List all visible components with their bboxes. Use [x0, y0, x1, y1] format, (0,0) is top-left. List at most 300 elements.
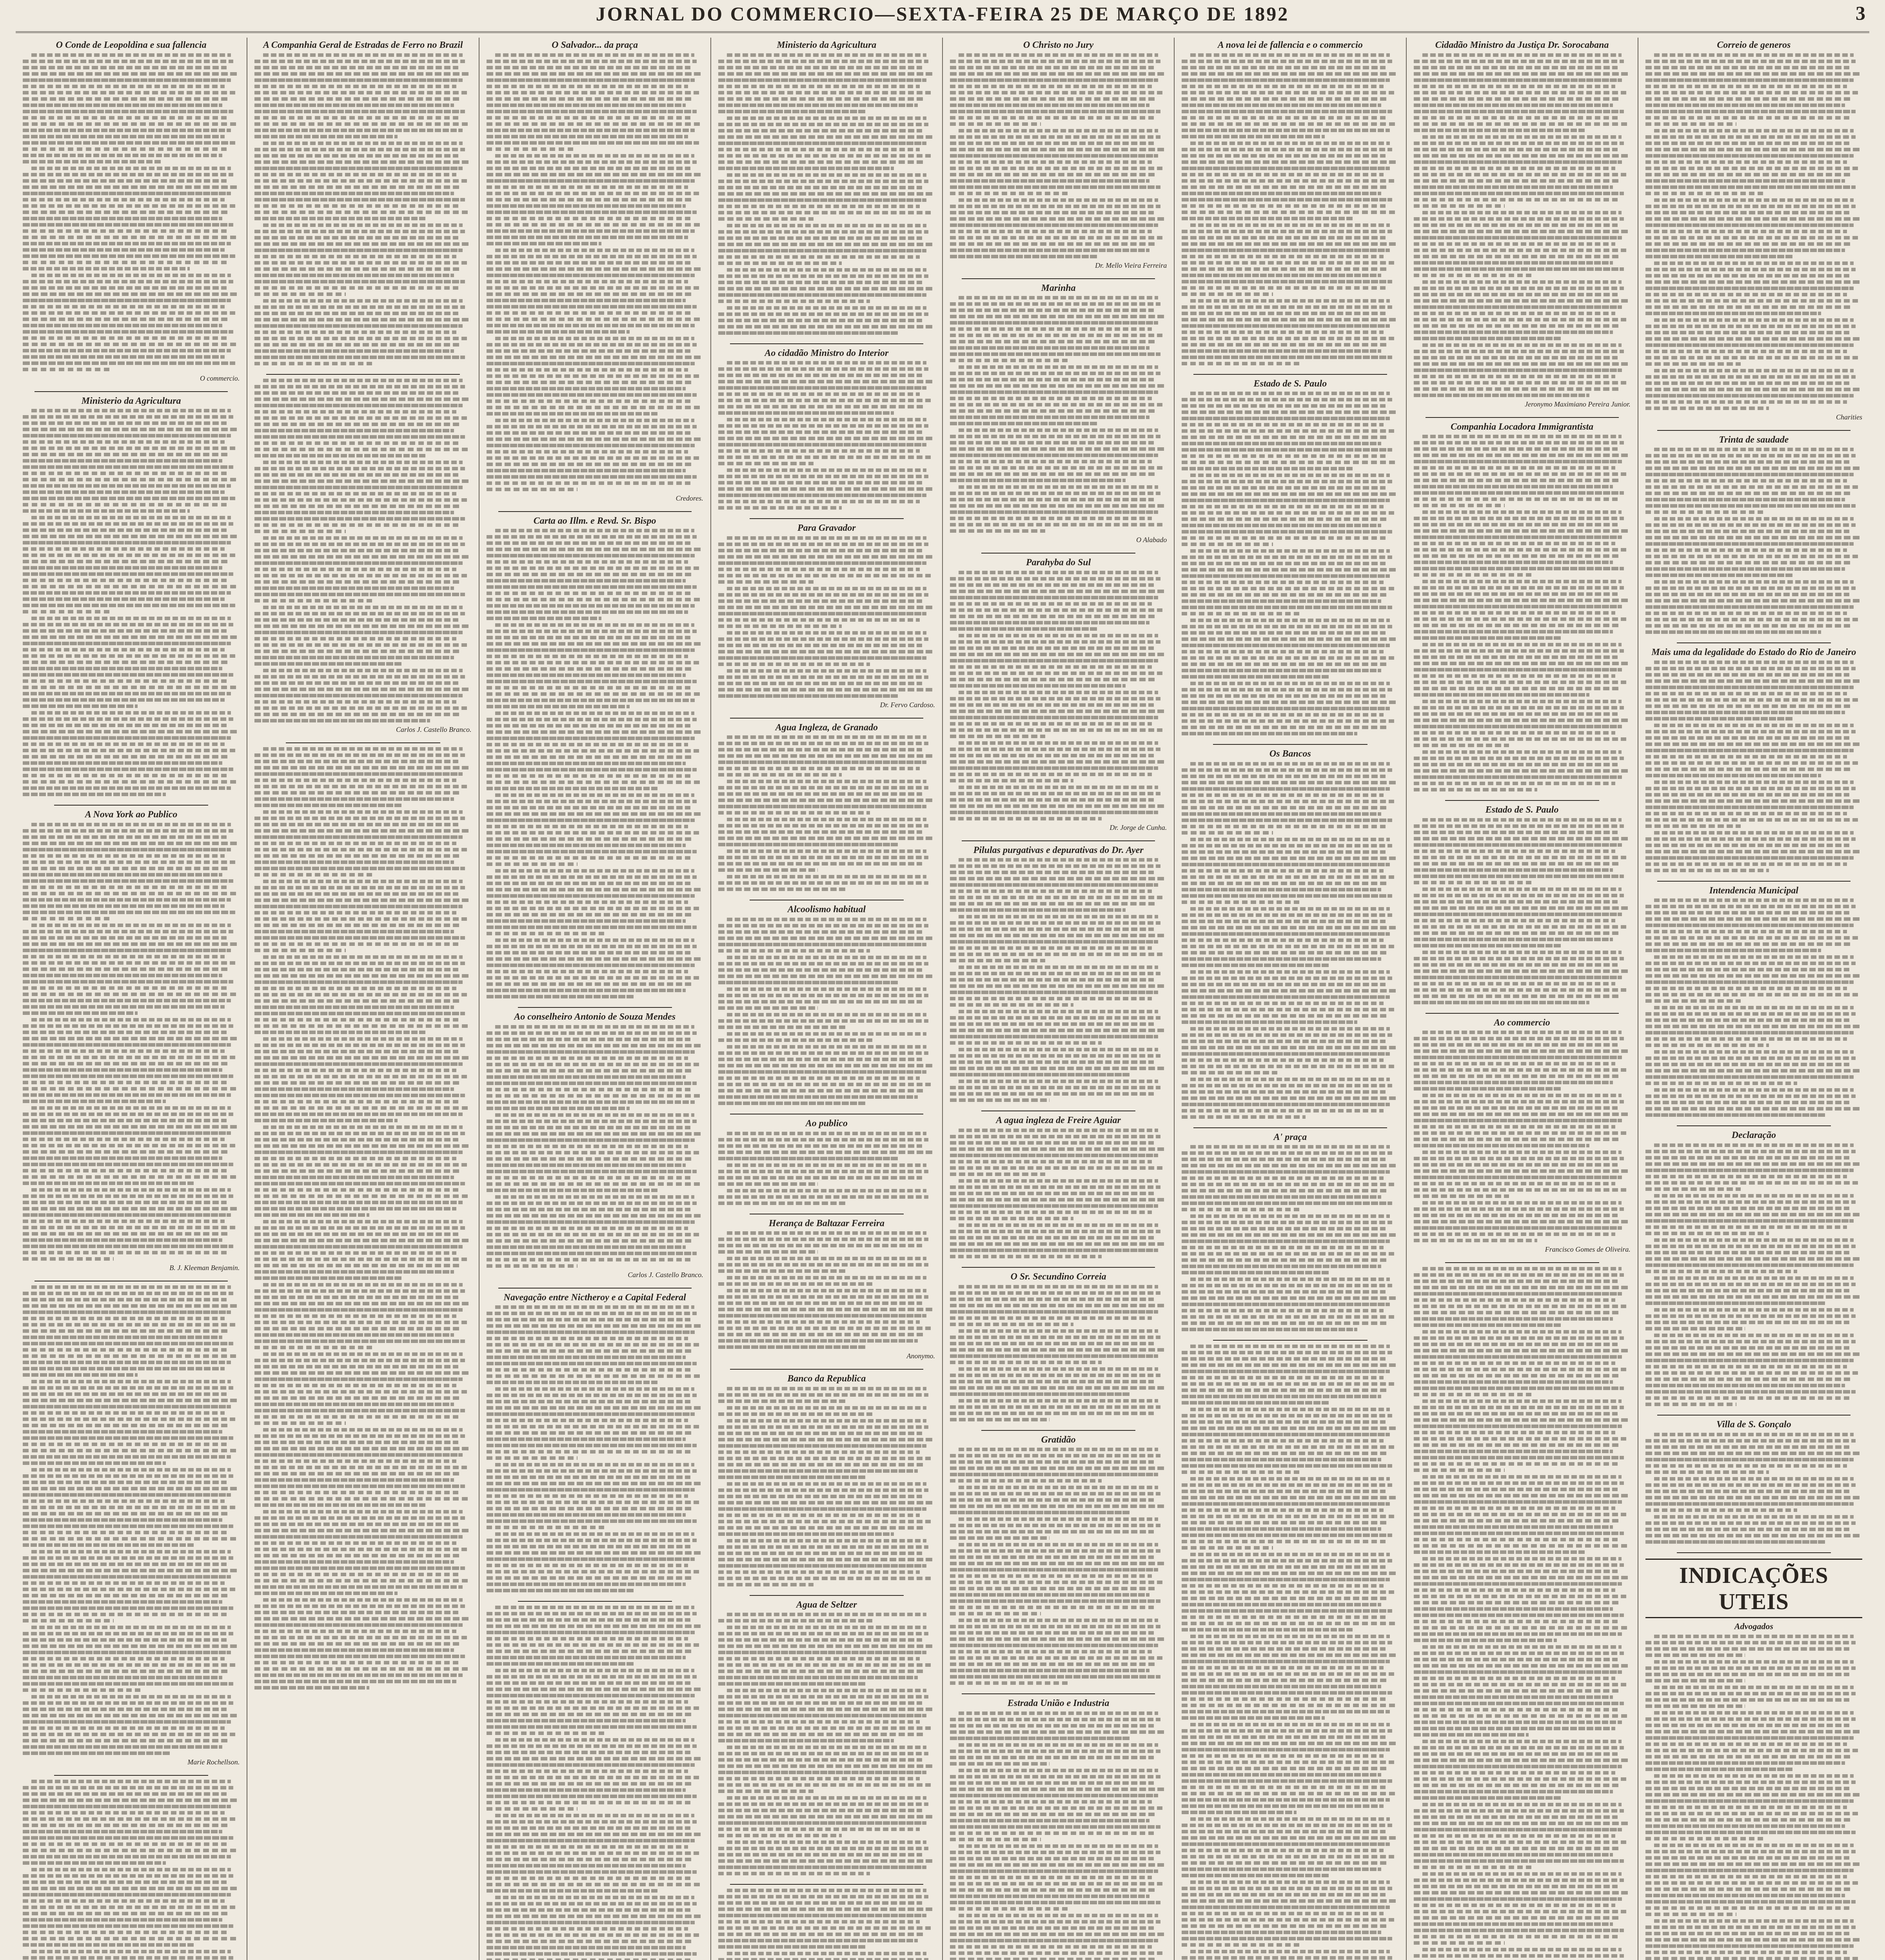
body-text-block — [718, 849, 935, 872]
body-text-block — [1645, 318, 1862, 366]
text-line — [718, 1308, 933, 1311]
text-line — [487, 1425, 699, 1428]
body-text-block — [1182, 1408, 1398, 1474]
article — [487, 1012, 703, 1279]
text-line — [1182, 1208, 1301, 1211]
divider-rule — [1677, 1552, 1831, 1553]
text-line — [1414, 1941, 1505, 1945]
article — [950, 1115, 1167, 1258]
text-line — [487, 1157, 693, 1161]
text-line — [718, 312, 929, 316]
body-text-block — [950, 129, 1167, 195]
text-line — [1190, 1214, 1390, 1218]
text-line — [487, 1826, 690, 1830]
body-text-block — [23, 53, 240, 163]
text-line — [254, 486, 463, 489]
text-line — [1414, 988, 1626, 992]
text-line — [487, 844, 686, 847]
text-line — [487, 749, 699, 753]
text-line — [950, 760, 1165, 764]
text-line — [487, 1437, 686, 1441]
text-line — [254, 1239, 469, 1242]
text-line — [1182, 1096, 1396, 1100]
text-line — [718, 1552, 922, 1555]
text-line — [487, 560, 688, 564]
text-line — [718, 1945, 866, 1949]
text-line — [23, 860, 235, 864]
article — [1414, 422, 1631, 792]
text-line — [23, 1081, 227, 1084]
text-line — [950, 1354, 1158, 1358]
text-line — [1645, 148, 1860, 151]
text-line — [23, 122, 238, 126]
text-line — [1645, 1063, 1849, 1066]
text-line — [487, 1751, 690, 1754]
article-headline: A nova lei de fallencia e o commercio — [1217, 40, 1363, 50]
text-line — [1182, 1842, 1390, 1846]
text-line — [487, 1362, 697, 1365]
body-text-block — [23, 924, 240, 1015]
text-line — [950, 640, 1160, 644]
text-line — [1645, 407, 1769, 410]
text-line — [1182, 1382, 1394, 1386]
text-line — [718, 60, 929, 63]
text-line — [23, 91, 235, 94]
text-line — [950, 1054, 1160, 1058]
text-line — [254, 580, 461, 584]
text-line — [1645, 856, 1854, 860]
text-line — [23, 223, 233, 227]
text-line — [1645, 692, 1847, 695]
text-line — [1182, 1265, 1381, 1268]
text-line — [950, 804, 1165, 808]
text-line — [1182, 362, 1301, 365]
text-line — [1645, 1806, 1847, 1809]
body-text-block — [718, 418, 935, 465]
text-line — [23, 522, 233, 526]
text-line — [1182, 989, 1396, 993]
text-line — [1654, 1919, 1854, 1923]
text-line — [1414, 693, 1589, 697]
text-line — [1182, 1931, 1381, 1934]
text-line — [487, 399, 690, 403]
text-line — [1654, 53, 1854, 57]
text-line — [1414, 719, 1629, 722]
article — [950, 845, 1167, 1102]
body-text-block — [254, 1283, 471, 1349]
body-text-block — [1645, 1238, 1862, 1273]
text-line — [1645, 612, 1847, 615]
text-line — [23, 999, 231, 1002]
text-line — [1654, 661, 1854, 664]
text-line — [487, 1337, 688, 1340]
text-line — [1182, 154, 1386, 158]
text-line — [1414, 931, 1620, 935]
body-text-block — [1414, 435, 1631, 507]
text-line — [1654, 1276, 1854, 1280]
text-line — [254, 1182, 465, 1185]
text-line — [950, 754, 1154, 757]
text-line — [23, 566, 222, 570]
text-line — [1654, 1006, 1854, 1009]
text-line — [1414, 1513, 1626, 1516]
text-line — [727, 987, 926, 991]
text-line — [1645, 1793, 1860, 1797]
text-line — [23, 848, 231, 851]
text-line — [950, 1342, 1154, 1345]
text-line — [1414, 1525, 1613, 1529]
text-line — [1182, 1439, 1384, 1443]
body-text-block — [1645, 780, 1862, 828]
text-line — [487, 160, 697, 164]
text-line — [487, 1239, 693, 1243]
text-line — [23, 478, 238, 481]
text-line — [23, 829, 233, 833]
text-line — [718, 599, 922, 603]
text-line — [254, 1245, 463, 1249]
article-headline: Estado de S. Paulo — [1485, 805, 1559, 815]
text-line — [718, 198, 926, 202]
text-line — [718, 1170, 929, 1173]
body-text-block — [1414, 818, 1631, 884]
text-line — [950, 748, 1160, 751]
text-line — [1414, 1576, 1629, 1579]
body-text-block — [950, 198, 1167, 258]
text-line — [950, 1412, 1154, 1415]
text-line — [1414, 1323, 1561, 1327]
text-line — [1414, 1273, 1624, 1277]
text-line — [950, 1185, 1160, 1189]
text-line — [718, 968, 922, 972]
text-line — [487, 667, 693, 671]
text-line — [23, 623, 233, 626]
text-line — [254, 249, 463, 252]
text-line — [1414, 324, 1620, 328]
divider-rule — [54, 1775, 208, 1776]
body-text-block — [254, 880, 471, 952]
text-line — [718, 1263, 929, 1267]
text-line — [1645, 356, 1858, 359]
text-line — [718, 1720, 920, 1724]
text-line — [950, 327, 1152, 331]
text-line — [23, 1581, 225, 1585]
text-line — [1182, 1227, 1386, 1230]
text-line — [1645, 1056, 1856, 1060]
body-text-block — [487, 1463, 703, 1529]
text-line — [1645, 1951, 1847, 1954]
text-line — [23, 736, 231, 740]
text-line — [1182, 442, 1381, 445]
body-text-block — [1645, 1143, 1862, 1191]
text-line — [950, 1669, 1150, 1672]
text-line — [950, 1895, 1150, 1898]
text-line — [1182, 793, 1384, 797]
text-line — [23, 1798, 238, 1802]
text-line — [254, 1466, 467, 1469]
text-line — [23, 1181, 194, 1185]
text-line — [487, 116, 690, 120]
text-line — [1414, 900, 1618, 904]
text-line — [487, 135, 688, 138]
text-line — [23, 1682, 233, 1686]
text-line — [950, 877, 1165, 880]
text-line — [1645, 236, 1858, 240]
text-line — [23, 192, 231, 195]
text-line — [1182, 1103, 1390, 1106]
divider-rule — [730, 718, 923, 719]
body-text-block — [254, 1428, 471, 1507]
text-line — [727, 1889, 926, 1892]
text-line — [263, 669, 463, 672]
text-line — [254, 785, 467, 788]
text-line — [718, 805, 926, 808]
text-line — [23, 484, 231, 488]
text-line — [1190, 1477, 1390, 1481]
text-line — [1414, 1355, 1622, 1359]
text-line — [254, 305, 465, 309]
text-line — [1645, 911, 1849, 915]
text-line — [254, 656, 454, 659]
text-line — [1645, 850, 1860, 853]
text-line — [487, 66, 690, 69]
text-line — [23, 1600, 222, 1604]
text-line — [487, 236, 688, 239]
body-text-block — [23, 1626, 240, 1692]
body-text-block — [23, 1285, 240, 1377]
text-line — [718, 180, 929, 183]
text-line — [950, 454, 1158, 457]
body-text-block — [1645, 369, 1862, 410]
column-6 — [1174, 38, 1406, 1960]
text-line — [950, 334, 1162, 337]
text-line — [31, 711, 231, 715]
article — [950, 40, 1167, 270]
body-text-block — [950, 1743, 1167, 1766]
text-line — [718, 1475, 866, 1479]
text-line — [23, 724, 227, 727]
text-line — [487, 1719, 686, 1722]
body-text-block — [254, 299, 471, 365]
text-line — [1182, 1321, 1388, 1325]
text-line — [1645, 510, 1765, 514]
text-line — [1645, 999, 1741, 1003]
text-line — [1645, 942, 1852, 946]
text-line — [23, 604, 235, 607]
body-text-block — [950, 1010, 1167, 1045]
text-line — [487, 324, 695, 327]
text-line — [718, 123, 929, 126]
text-line — [718, 1327, 931, 1330]
text-line — [1182, 1906, 1390, 1909]
text-line — [1414, 957, 1624, 960]
page-number: 3 — [1856, 2, 1865, 24]
text-line — [718, 1939, 918, 1942]
text-line — [1182, 926, 1396, 929]
article-signature: Dr. Mello Vieira Ferreira — [1095, 261, 1167, 269]
text-line — [1645, 1837, 1765, 1840]
text-line — [254, 1100, 458, 1103]
text-line — [254, 1611, 458, 1614]
text-line — [1182, 511, 1394, 515]
text-line — [31, 1285, 231, 1289]
text-line — [1645, 1225, 1847, 1229]
text-line — [1645, 717, 1793, 720]
text-line — [950, 779, 1073, 782]
text-line — [263, 536, 463, 540]
article — [718, 904, 935, 1105]
text-line — [718, 1006, 818, 1010]
body-text-block — [718, 669, 935, 698]
text-line — [718, 380, 933, 383]
text-line — [718, 574, 931, 577]
body-text-block — [1645, 724, 1862, 777]
text-line — [950, 460, 1152, 463]
text-line — [487, 299, 686, 302]
text-line — [1645, 1483, 1856, 1487]
text-line — [1645, 624, 1852, 628]
body-text-block — [254, 955, 471, 1034]
body-text-block — [1645, 1711, 1862, 1771]
text-line — [23, 942, 238, 946]
text-line — [727, 956, 926, 959]
text-line — [727, 1132, 926, 1135]
text-line — [1182, 305, 1392, 309]
text-line — [1414, 154, 1629, 158]
text-line — [487, 198, 693, 201]
text-line — [718, 1926, 931, 1930]
text-line — [1645, 1162, 1860, 1166]
text-line — [487, 945, 697, 948]
text-line — [1645, 116, 1849, 120]
text-line — [254, 688, 469, 691]
text-line — [254, 116, 458, 120]
text-line — [487, 437, 701, 441]
body-text-block — [718, 1840, 935, 1875]
text-line — [1414, 1702, 1624, 1705]
body-text-block — [254, 1352, 471, 1425]
text-line — [254, 404, 463, 407]
text-line — [23, 1474, 233, 1478]
text-line — [1414, 1607, 1613, 1611]
body-text-block — [254, 536, 471, 603]
text-line — [718, 1695, 929, 1699]
text-line — [495, 938, 695, 942]
body-text-block — [718, 536, 935, 584]
text-line — [487, 1356, 686, 1359]
text-line — [718, 637, 929, 641]
text-line — [487, 800, 697, 803]
text-line — [1645, 667, 1856, 670]
text-line — [487, 1551, 701, 1555]
text-line — [487, 585, 697, 589]
text-line — [1422, 643, 1622, 646]
text-line — [1414, 318, 1626, 321]
text-line — [1645, 1534, 1860, 1537]
text-line — [487, 1431, 693, 1435]
text-line — [1182, 1773, 1381, 1777]
text-line — [727, 116, 926, 120]
text-line — [718, 767, 920, 770]
text-line — [1414, 1214, 1618, 1217]
text-line — [254, 772, 463, 776]
text-line — [950, 684, 1126, 688]
text-line — [23, 299, 231, 302]
text-line — [487, 261, 690, 265]
text-line — [487, 286, 699, 290]
text-line — [950, 510, 1158, 514]
body-text-block — [487, 793, 703, 866]
text-line — [487, 1469, 697, 1473]
article-signature: B. J. Kleeman Benjamin. — [169, 1263, 240, 1272]
text-line — [23, 535, 238, 538]
text-line — [23, 440, 225, 444]
text-line — [950, 1644, 1158, 1647]
text-line — [254, 1264, 461, 1267]
text-line — [1182, 499, 1390, 502]
text-line — [23, 116, 227, 120]
text-line — [1414, 1286, 1629, 1289]
text-line — [254, 637, 456, 641]
text-line — [487, 1612, 697, 1615]
text-line — [1182, 1164, 1396, 1167]
text-line — [1414, 1746, 1624, 1749]
text-line — [263, 1283, 463, 1287]
text-line — [23, 879, 233, 883]
text-line — [1414, 1595, 1626, 1598]
text-line — [1182, 1426, 1396, 1430]
text-line — [1414, 662, 1629, 665]
text-line — [1182, 1201, 1392, 1205]
text-line — [1414, 831, 1618, 834]
article-signature: Carlos J. Castello Branco. — [628, 1270, 703, 1279]
column-5 — [942, 38, 1174, 1960]
text-line — [1645, 736, 1849, 740]
text-line — [1414, 1450, 1613, 1453]
text-line — [254, 356, 465, 359]
text-line — [487, 1902, 697, 1906]
text-line — [1414, 1828, 1622, 1831]
text-line — [1182, 568, 1396, 572]
text-line — [950, 1361, 1102, 1364]
text-line — [718, 1545, 929, 1549]
text-line — [1182, 581, 1384, 584]
text-line — [23, 730, 238, 733]
body-text-block — [950, 915, 1167, 962]
text-line — [263, 461, 463, 464]
text-line — [495, 1669, 695, 1672]
text-line — [487, 425, 697, 428]
text-line — [254, 779, 456, 782]
article-headline: Pilulas purgativas e depurativas do Dr. Ayer — [973, 845, 1144, 855]
text-line — [487, 192, 699, 195]
text-line — [254, 586, 454, 590]
text-line — [23, 349, 231, 352]
text-line — [1182, 292, 1273, 296]
text-line — [23, 1207, 238, 1210]
text-line — [23, 446, 235, 450]
text-line — [727, 53, 926, 57]
divider-rule — [518, 1007, 672, 1008]
body-text-block — [1182, 1078, 1398, 1119]
text-line — [718, 1777, 920, 1780]
text-line — [718, 1821, 926, 1825]
body-text-block — [23, 1950, 240, 1960]
text-line — [950, 722, 1152, 726]
body-text-block — [1645, 1276, 1862, 1305]
text-line — [718, 274, 929, 278]
text-line — [487, 91, 699, 94]
text-line — [1414, 1494, 1629, 1497]
